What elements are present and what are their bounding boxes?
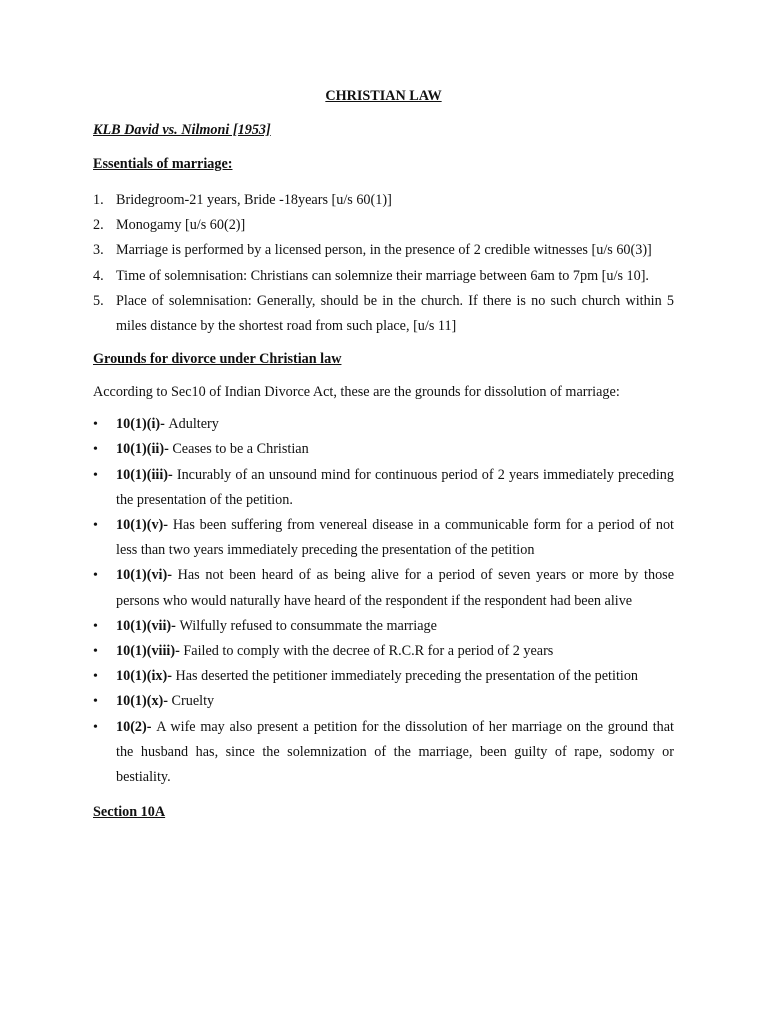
bullet-icon: • (93, 442, 98, 458)
ground-text: Has not been heard of as being alive for a period of seven years or more by those persons who would naturally have heard of the respondent if the respondent had been alive (116, 567, 674, 609)
list-item (93, 664, 674, 689)
list-item (93, 563, 674, 613)
section-code: 10(1)(viii)- (116, 643, 184, 660)
ground-text: Adultery (168, 416, 219, 433)
list-item (93, 264, 674, 289)
list-number: 3. (93, 242, 104, 259)
list-item (93, 437, 674, 462)
list-number: 1. (93, 192, 104, 208)
section-code: 10(1)(ix)- (116, 668, 176, 685)
bullet-icon: • (93, 518, 98, 534)
list-item (93, 513, 674, 563)
list-item (93, 614, 674, 639)
list-item (93, 639, 674, 664)
section-10a-heading: Section 10A (93, 804, 166, 821)
bullet-icon: • (93, 669, 98, 685)
section-code: 10(1)(x)- (116, 693, 172, 710)
ground-text: A wife may also present a petition for the dissolution of her marriage on the ground that the husband has, since the solemnization of the marriage, been guilty of rape, sodomy or bestiality. (116, 718, 674, 786)
bullet-icon: • (93, 694, 98, 710)
section-code: 10(1)(vii)- (116, 617, 180, 634)
divorce-intro: According to Sec10 of Indian Divorce Act, these are the grounds for dissolution of marriage: (93, 384, 620, 401)
bullet-icon: • (93, 719, 98, 735)
list-number: 5. (93, 292, 104, 309)
list-number: 4. (93, 267, 104, 284)
list-item-text: Monogamy [u/s 60(2)] (116, 217, 246, 234)
bullet-icon: • (93, 618, 98, 634)
ground-text: Cruelty (171, 693, 215, 710)
bullet-icon: • (93, 568, 98, 584)
list-item (93, 715, 674, 791)
bullet-icon: • (93, 467, 98, 483)
list-item-text: Marriage is performed by a licensed person, in the presence of 2 credible witnesses [u/s 60(3)] (116, 242, 652, 259)
bullet-icon: • (93, 644, 98, 660)
section-code: 10(1)(ii)- (116, 441, 173, 458)
section-code: 10(1)(i)- (116, 416, 169, 433)
section-code: 10(1)(v)- (116, 517, 173, 534)
ground-text: Has deserted the petitioner immediately preceding the presentation of the petition (175, 668, 639, 685)
case-reference: KLB David vs. Nilmoni [1953] (93, 122, 271, 138)
list-item-text: Bridegroom-21 years, Bride -18years [u/s 60(1)] (116, 192, 392, 208)
list-item (93, 188, 674, 213)
bullet-icon: • (93, 417, 98, 433)
ground-text: Ceases to be a Christian (172, 441, 309, 458)
list-item (93, 463, 674, 513)
list-item-text: Time of solemnisation: Christians can solemnize their marriage between 6am to 7pm [u/s 10]. (116, 267, 649, 284)
list-item (93, 213, 674, 238)
divorce-grounds-list (93, 412, 674, 790)
section-code: 10(2)- (116, 718, 157, 735)
ground-text: Has been suffering from venereal disease in a communicable form for a period of not less than two years immediately preceding the presentation of the petition (116, 517, 674, 559)
section-code: 10(1)(vi)- (116, 567, 178, 584)
list-item (93, 238, 674, 263)
document-body (93, 86, 674, 822)
section-code: 10(1)(iii)- (116, 466, 177, 483)
list-item (93, 412, 674, 437)
list-item (93, 289, 674, 339)
list-number: 2. (93, 217, 104, 234)
list-item-text: Place of solemnisation: Generally, should be in the church. If there is no such church within 5 miles distance by the shortest road from such place, [u/s 11] (116, 292, 674, 335)
list-item (93, 689, 674, 714)
ground-text: Failed to comply with the decree of R.C.R for a period of 2 years (183, 643, 554, 660)
essentials-heading: Essentials of marriage: (93, 156, 233, 172)
ground-text: Wilfully refused to consummate the marriage (179, 617, 437, 634)
ground-text: Incurably of an unsound mind for continuous period of 2 years immediately preceding the presentation of the petition. (116, 466, 674, 508)
essentials-list (93, 188, 674, 339)
document-title: CHRISTIAN LAW (325, 88, 442, 104)
divorce-grounds-heading: Grounds for divorce under Christian law (93, 351, 342, 368)
